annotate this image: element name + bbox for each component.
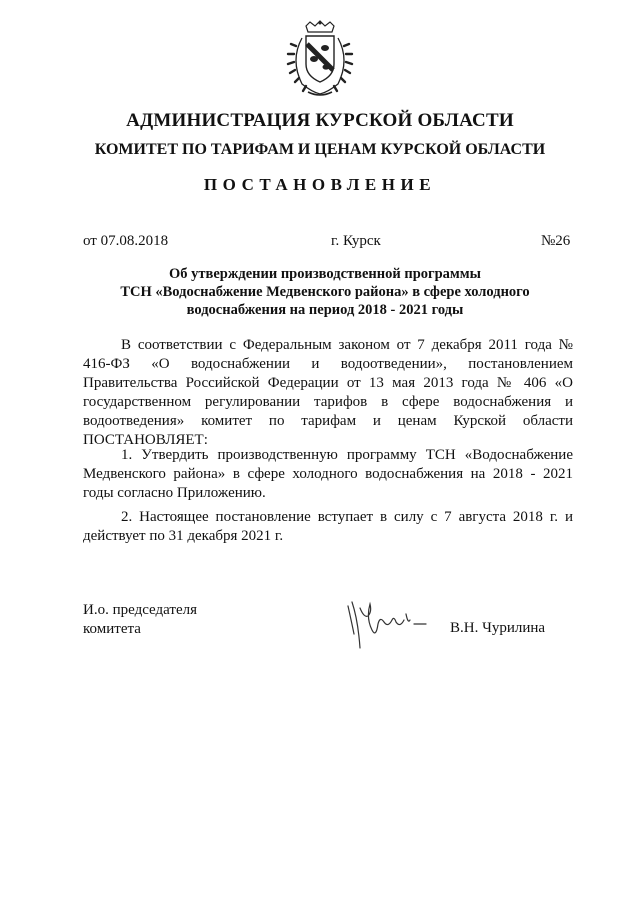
clause-1-paragraph: 1. Утвердить производственную программу ТСН «Водоснабжение Медвенского района» в сфере холодного водоснабжения на 2018 - 2021 годы согласно Приложению.	[83, 447, 573, 501]
signatory-name: В.Н. Чурилина	[450, 620, 546, 636]
preamble-paragraph: В соответствии с Федеральным законом от 7 декабря 2011 года № 416-ФЗ «О водоснабжении и водоотведении», постановлением Правительства Российской Федерации от 13 мая 2013 года № 406 «О государственном регулировании тарифов в сфере водоснабжения и водоотведения» комитет по тарифам и ценам Курской области ПОСТАНОВЛЯЕТ:	[83, 337, 573, 448]
clause-2-paragraph: 2. Настоящее постановление вступает в силу с 7 августа 2018 г. и действует по 31 декабря 2021 г.	[83, 509, 573, 544]
document-date: от 07.08.2018	[83, 233, 169, 249]
signatory-position-line-1: И.о. председателя	[83, 602, 198, 618]
signatory-position	[83, 601, 197, 639]
administration-heading: АДМИНИСТРАЦИЯ КУРСКОЙ ОБЛАСТИ	[126, 110, 514, 131]
document-type-heading: ПОСТАНОВЛЕНИЕ	[203, 175, 437, 194]
committee-heading: КОМИТЕТ ПО ТАРИФАМ И ЦЕНАМ КУРСКОЙ ОБЛАСТИ	[94, 141, 546, 158]
handwritten-signature	[342, 594, 432, 654]
title-line-2: ТСН «Водоснабжение Медвенского района» в сфере холодного	[120, 284, 530, 300]
document-title	[120, 265, 530, 319]
title-line-3: водоснабжения на период 2018 - 2021 годы	[186, 302, 464, 318]
document-city: г. Курск	[331, 233, 381, 249]
document-number: №26	[541, 233, 571, 249]
signatory-position-line-2: комитета	[83, 621, 141, 637]
coat-of-arms-icon	[282, 20, 358, 100]
title-line-1: Об утверждении производственной программы	[169, 266, 481, 282]
